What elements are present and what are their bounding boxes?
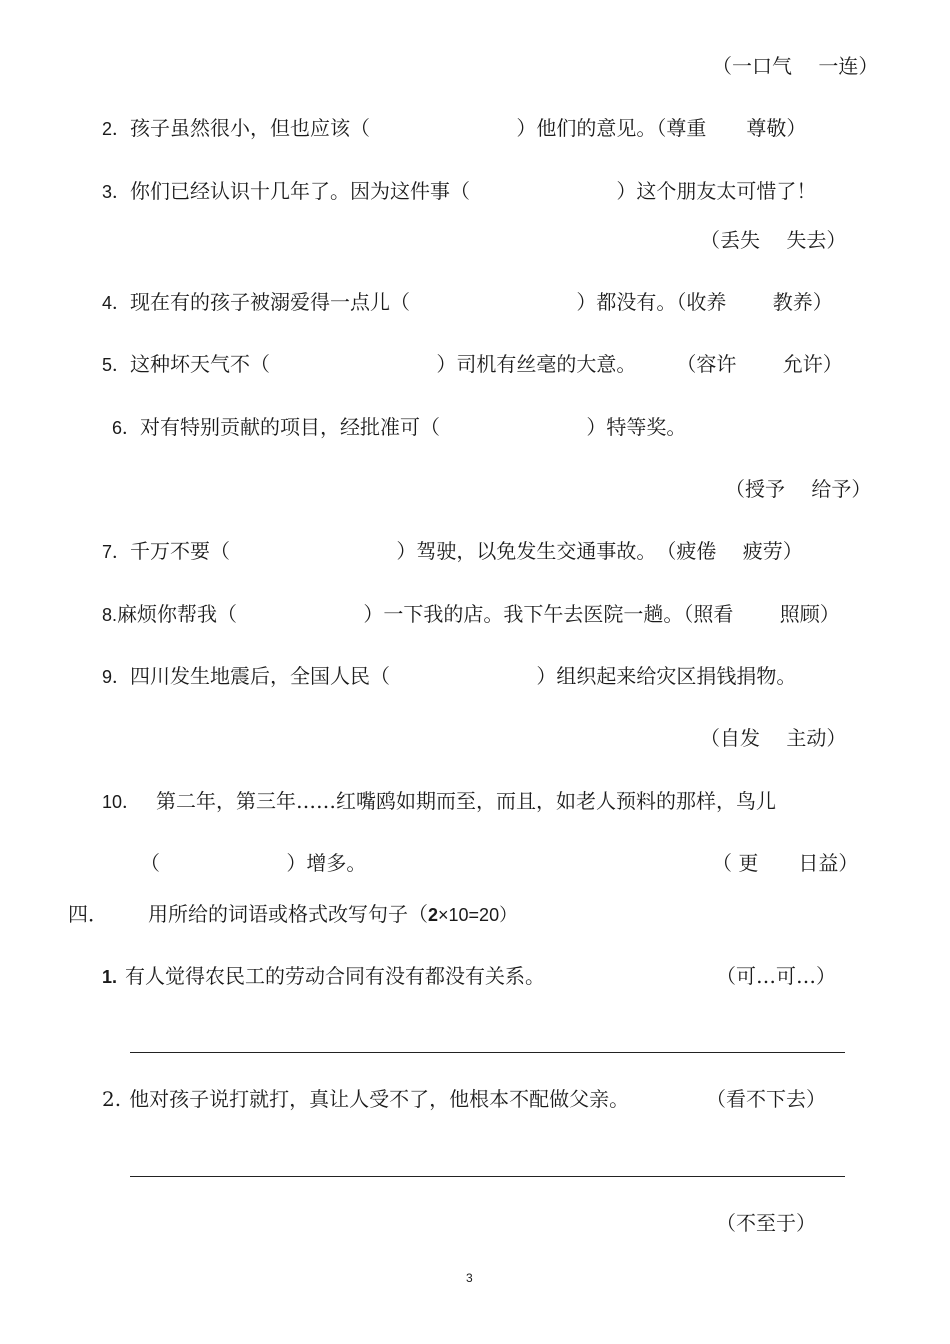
- question-7: [102, 537, 803, 566]
- question-number: 4．: [102, 293, 131, 313]
- question-text: 你们已经认识十几年了。因为这件事（ ）这个朋友太可惜了！: [130, 179, 817, 203]
- question-text: 有人觉得农民工的劳动合同有没有都没有关系。: [125, 964, 546, 988]
- q3-options: （丢失 失去）: [700, 228, 847, 252]
- q10-line2: （ ）增多。: [140, 851, 367, 875]
- answer-line-1[interactable]: [130, 1052, 845, 1053]
- question-3: [102, 177, 816, 206]
- question-5: [102, 350, 843, 379]
- section-4-heading: [68, 900, 517, 929]
- answer-line-2[interactable]: [130, 1176, 845, 1177]
- page-number: 3: [466, 1271, 473, 1285]
- question-number: 7．: [102, 542, 131, 562]
- question-text: 四川发生地震后，全国人民（ ）组织起来给灾区捐钱捐物。: [130, 664, 797, 688]
- question-number: 8.: [102, 605, 118, 625]
- question-number: 10．: [102, 792, 141, 812]
- question-2: [102, 114, 806, 143]
- section-score-multiplier: 2: [428, 905, 439, 925]
- q1-options: （一口气 一连）: [712, 54, 879, 78]
- section-score-total: ×10=20）: [438, 905, 518, 925]
- section-number: 四．: [68, 902, 108, 926]
- question-text: 现在有的孩子被溺爱得一点儿（ ）都没有。（收养 教养）: [130, 290, 833, 314]
- question-text: 他对孩子说打就打，真让人受不了，他根本不配做父亲。: [129, 1087, 630, 1111]
- question-9: [102, 662, 796, 691]
- rewrite-q1-options: （可…可…）: [716, 964, 836, 988]
- q10-options: （ 更 日益）: [712, 851, 859, 875]
- question-text: 对有特别贡献的项目，经批准可（ ）特等奖。: [140, 415, 687, 439]
- question-number: 3．: [102, 182, 131, 202]
- q9-options: （自发 主动）: [700, 726, 847, 750]
- question-8: [102, 600, 840, 629]
- question-number: 1.: [102, 967, 118, 987]
- rewrite-q3-options: （不至于）: [716, 1211, 816, 1235]
- question-number: 9．: [102, 667, 131, 687]
- question-10: [102, 787, 776, 816]
- question-number: 2.: [102, 1087, 122, 1111]
- question-number: 2．: [102, 119, 131, 139]
- question-text: 孩子虽然很小，但也应该（ ）他们的意见。（尊重 尊敬）: [130, 116, 807, 140]
- rewrite-question-1: [102, 962, 545, 991]
- rewrite-q2-options: （看不下去）: [706, 1087, 826, 1111]
- section-title: 用所给的词语或格式改写句子（: [148, 902, 428, 926]
- question-text: 第二年，第三年……红嘴鸥如期而至，而且，如老人预料的那样，鸟儿: [156, 789, 777, 813]
- question-text: 麻烦你帮我（ ）一下我的店。我下午去医院一趟。（照看 照顾）: [117, 602, 840, 626]
- rewrite-question-2: [102, 1085, 629, 1113]
- question-number: 6．: [112, 418, 141, 438]
- question-text: 这种坏天气不（ ）司机有丝毫的大意。 （容许 允许）: [130, 352, 843, 376]
- q6-options: （授予 给予）: [725, 477, 872, 501]
- question-text: 千万不要（ ）驾驶，以免发生交通事故。 （疲倦 疲劳）: [130, 539, 803, 563]
- question-number: 5．: [102, 355, 131, 375]
- question-4: [102, 288, 833, 317]
- question-6: [112, 413, 686, 442]
